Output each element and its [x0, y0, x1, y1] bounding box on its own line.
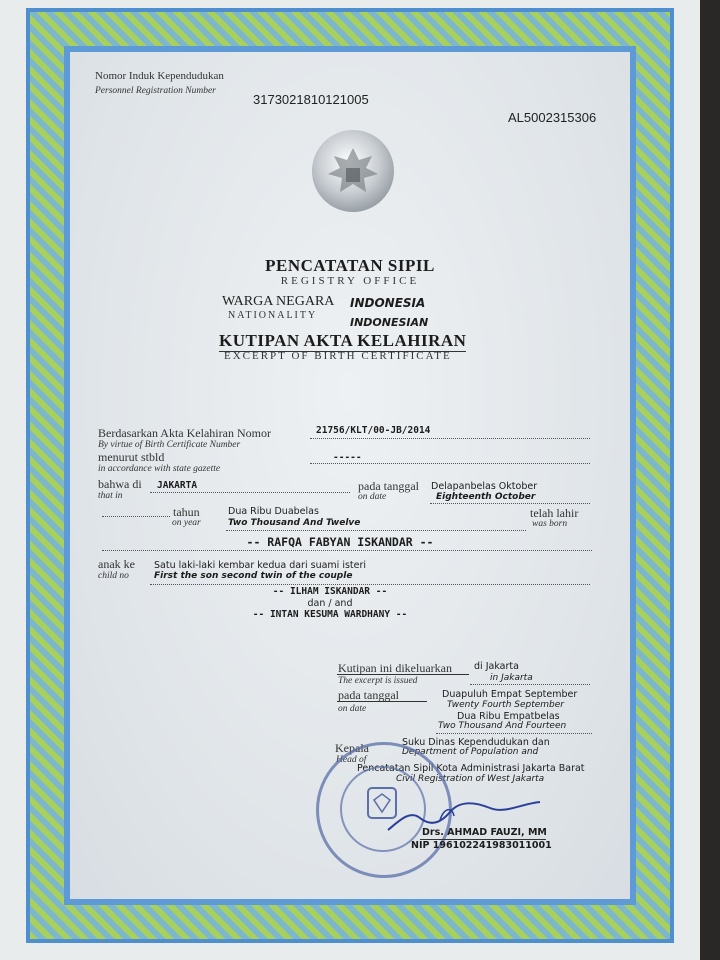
name-line [102, 550, 592, 551]
year-label: tahun [173, 505, 200, 519]
official-name: Drs. AHMAD FAUZI, MM [422, 827, 547, 838]
stbld-label-en: in accordance with state gazette [98, 464, 221, 474]
issue-date-label-en: on date [338, 704, 367, 714]
child-order-label-en: child no [98, 571, 129, 581]
and-connector: dan / and [307, 598, 353, 609]
office-line2: Department of Population and [402, 747, 539, 757]
office-line4: Civil Registration of West Jakarta [396, 774, 545, 784]
year-prefix-line [102, 516, 170, 517]
office-title-en: REGISTRY OFFICE [280, 275, 420, 287]
document-title: KUTIPAN AKTA KELAHIRAN [219, 331, 467, 350]
father-name: -- ILHAM ISKANDAR -- [272, 586, 388, 597]
stbld-label: menurut stbld [98, 450, 165, 464]
issued-label: Kutipan ini dikeluarkan [338, 661, 452, 675]
date-value: Delapanbelas Oktober [431, 481, 538, 492]
child-order-label: anak ke [98, 557, 135, 571]
issue-date-line4: Two Thousand And Fourteen [438, 721, 567, 731]
nik-value: 3173021810121005 [253, 92, 369, 107]
cert-number-label: Berdasarkan Akta Kelahiran Nomor [98, 426, 271, 440]
issued-label-en: The excerpt is issued [338, 676, 418, 686]
official-nip: NIP 196102241983011001 [411, 840, 552, 851]
stbld-value: ----- [333, 452, 362, 463]
date-label-en: on date [358, 492, 387, 502]
issued-place-en: in Jakarta [490, 673, 533, 683]
child-order-value-en: First the son second twin of the couple [154, 571, 353, 581]
issue-date-line2: Twenty Fourth September [447, 700, 565, 710]
issue-date-underline [337, 701, 427, 702]
issue-date-label: pada tanggal [338, 688, 399, 702]
year-value-en: Two Thousand And Twelve [228, 518, 361, 528]
cert-number-value: 21756/KLT/00-JB/2014 [316, 425, 431, 436]
date-line [430, 503, 590, 504]
office-title: PENCATATAN SIPIL [265, 256, 435, 275]
cert-number-line [310, 438, 590, 439]
place-label-en: that in [98, 491, 123, 501]
child-order-line [150, 584, 590, 585]
issued-place-line [470, 684, 590, 685]
child-order-value: Satu laki-laki kembar kedua dari suami isteri [154, 560, 367, 571]
mother-name: -- INTAN KESUMA WARDHANY -- [252, 609, 408, 620]
head-label-en: Head of [336, 755, 367, 765]
issued-place: di Jakarta [474, 661, 519, 672]
child-name: -- RAFQA FABYAN ISKANDAR -- [246, 535, 434, 549]
year-value: Dua Ribu Duabelas [228, 506, 319, 517]
document-title-en: EXCERPT OF BIRTH CERTIFICATE [224, 350, 452, 362]
citizen-label: WARGA NEGARA [222, 294, 335, 309]
nationality-label: NATIONALITY [228, 310, 318, 321]
place-value: JAKARTA [157, 480, 198, 491]
nik-label-en: Personnel Registration Number [95, 86, 216, 96]
date-label: pada tanggal [358, 479, 419, 493]
issue-date-line [436, 733, 592, 734]
issued-label-underline [337, 674, 469, 675]
nik-label: Nomor Induk Kependudukan [95, 70, 224, 82]
cert-number-label-en: By virtue of Birth Certificate Number [98, 440, 241, 450]
serial-number: AL5002315306 [508, 110, 597, 125]
nationality-value: INDONESIAN [350, 316, 429, 329]
office-line3: Pencatatan Sipil Kota Administrasi Jakarta Barat [357, 763, 585, 774]
stbld-line [310, 463, 590, 464]
born-label-en: was born [532, 519, 568, 529]
issue-date-line1: Duapuluh Empat September [442, 689, 578, 700]
born-label: telah lahir [530, 506, 579, 520]
place-line [150, 492, 350, 493]
date-value-en: Eighteenth October [436, 492, 536, 502]
office-line1: Suku Dinas Kependudukan dan [402, 737, 550, 748]
head-label: Kepala [335, 741, 369, 755]
year-line [226, 530, 526, 531]
place-label: bahwa di [98, 477, 142, 491]
citizen-value: INDONESIA [350, 296, 426, 310]
year-label-en: on year [172, 518, 201, 528]
issue-date-line3: Dua Ribu Empatbelas [457, 711, 560, 722]
garuda-emblem-icon [312, 130, 394, 212]
